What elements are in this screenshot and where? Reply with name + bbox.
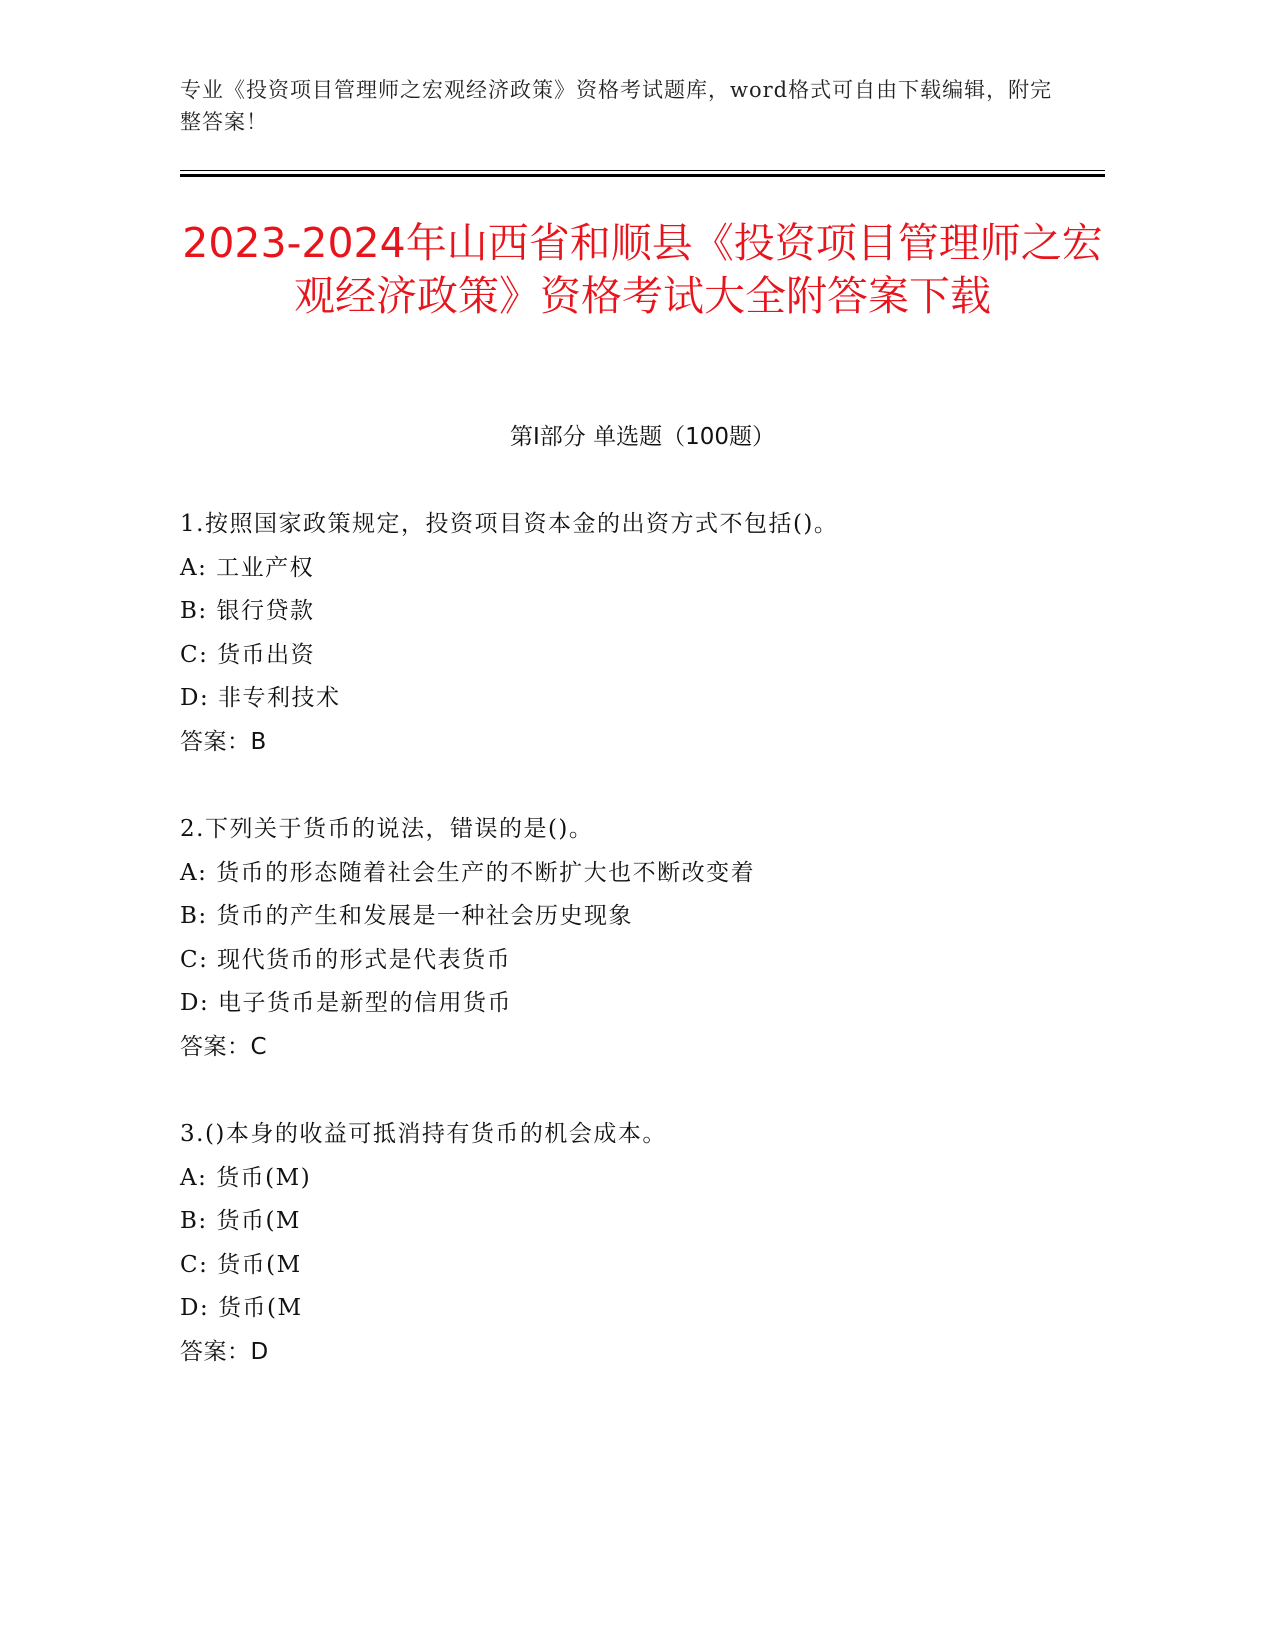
option-b: B: 银行贷款	[180, 598, 315, 625]
option-b: B: 货币(M	[180, 1208, 301, 1235]
question-stem: 1.按照国家政策规定，投资项目资本金的出资方式不包括()。	[180, 511, 839, 537]
header-divider-thin	[180, 170, 1105, 171]
option-d: D: 非专利技术	[180, 685, 341, 712]
question-2	[180, 808, 1105, 1070]
option-d: D: 货币(M	[180, 1295, 303, 1322]
header-divider-thick	[180, 174, 1105, 177]
section-heading: 第I部分 单选题（100题）	[510, 424, 775, 450]
answer: 答案：B	[180, 728, 267, 755]
option-c: C: 货币出资	[180, 641, 316, 668]
answer: 答案：D	[180, 1338, 269, 1365]
header-note: 专业《投资项目管理师之宏观经济政策》资格考试题库，word格式可自由下载编辑，附完整答案！	[180, 78, 1053, 134]
question-stem: 2.下列关于货币的说法，错误的是()。	[180, 816, 594, 842]
document-title: 2023-2024年山西省和顺县《投资项目管理师之宏观经济政策》资格考试大全附答案下载	[182, 219, 1103, 320]
option-d: D: 电子货币是新型的信用货币	[180, 990, 513, 1017]
question-1	[180, 503, 1105, 765]
option-b: B: 货币的产生和发展是一种社会历史现象	[180, 903, 633, 930]
option-c: C: 现代货币的形式是代表货币	[180, 946, 512, 973]
question-stem: 3.()本身的收益可抵消持有货币的机会成本。	[180, 1121, 667, 1147]
option-a: A: 工业产权	[180, 554, 315, 581]
answer: 答案：C	[180, 1033, 268, 1060]
option-a: A: 货币(M)	[180, 1164, 312, 1191]
option-a: A: 货币的形态随着社会生产的不断扩大也不断改变着	[180, 859, 756, 886]
question-3	[180, 1113, 1105, 1375]
option-c: C: 货币(M	[180, 1251, 302, 1278]
